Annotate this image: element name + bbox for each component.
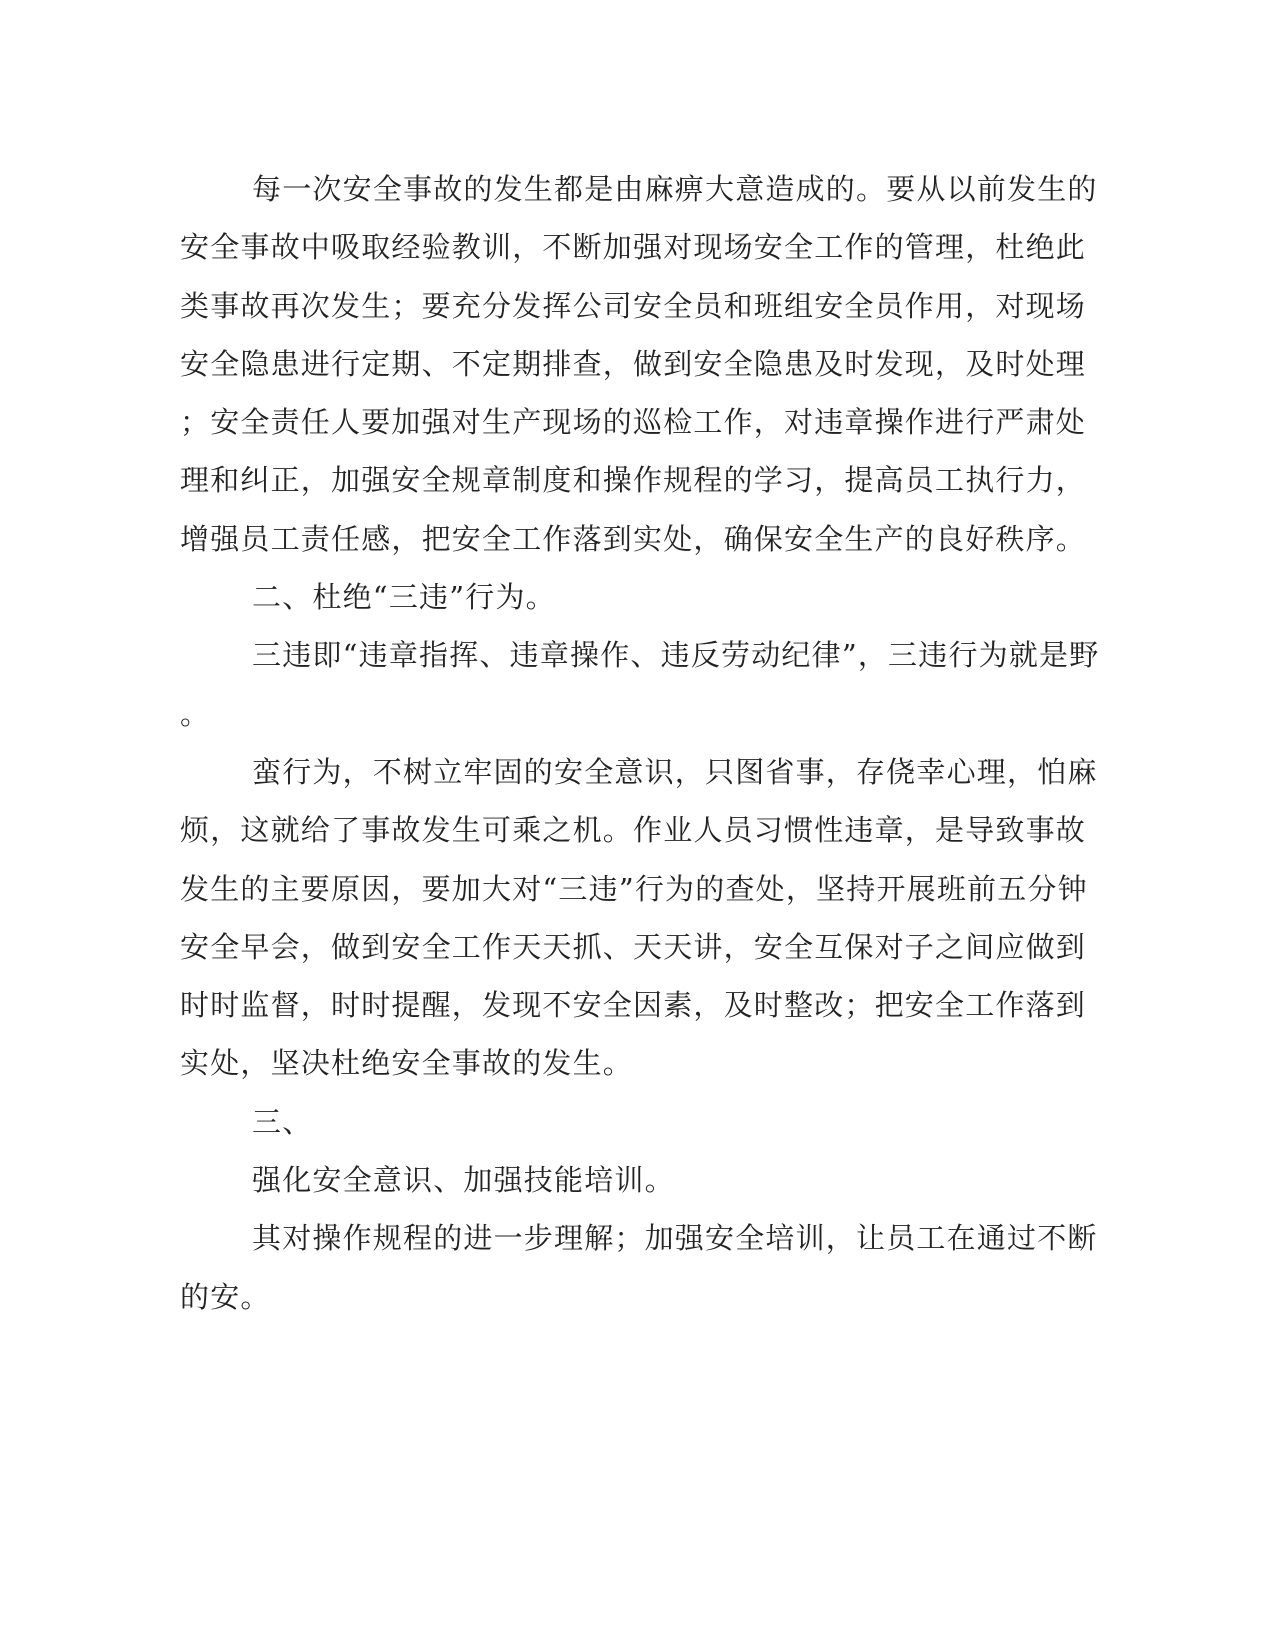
text-line: 安全事故中吸取经验教训，不断加强对现场安全工作的管理，杜绝此 — [180, 230, 1087, 265]
text-line: 蛮行为，不树立牢固的安全意识，只图省事，存侥幸心理，怕麻 — [252, 754, 1098, 789]
text-line: 类事故再次发生；要充分发挥公司安全员和班组安全员作用，对现场 — [180, 288, 1087, 323]
section-heading: 二、杜绝“三违”行为。 — [252, 580, 556, 615]
text-line: 发生的主要原因，要加大对“三违”行为的查处，坚持开展班前五分钟 — [180, 871, 1088, 906]
section-heading: 三、 — [252, 1104, 313, 1139]
text-line: 烦，这就给了事故发生可乘之机。作业人员习惯性违章，是导致事故 — [180, 813, 1087, 848]
section-heading: 强化安全意识、加强技能培训。 — [252, 1163, 675, 1198]
text-line: 时时监督，时时提醒，发现不安全因素，及时整改；把安全工作落到 — [180, 988, 1087, 1023]
text-line: 的安。 — [180, 1279, 271, 1314]
text-line: 每一次安全事故的发生都是由麻痹大意造成的。要从以前发生的 — [252, 172, 1098, 206]
text-line: 。 — [180, 696, 211, 731]
text-line: ；安全责任人要加强对生产现场的巡检工作，对违章操作进行严肃处 — [180, 405, 1087, 440]
text-line: 安全早会，做到安全工作天天抓、天天讲，安全互保对子之间应做到 — [180, 929, 1087, 964]
text-line: 其对操作规程的进一步理解；加强安全培训，让员工在通过不断 — [252, 1221, 1098, 1256]
text-line: 三违即“违章指挥、违章操作、违反劳动纪律”，三违行为就是野 — [252, 638, 1100, 673]
text-line: 理和纠正，加强安全规章制度和操作规程的学习，提高员工执行力， — [180, 463, 1087, 498]
text-line: 安全隐患进行定期、不定期排查，做到安全隐患及时发现，及时处理 — [180, 346, 1087, 381]
text-line: 实处，坚决杜绝安全事故的发生。 — [180, 1046, 634, 1081]
document-body — [180, 160, 1100, 1326]
text-line: 增强员工责任感，把安全工作落到实处，确保安全生产的良好秩序。 — [180, 521, 1087, 556]
